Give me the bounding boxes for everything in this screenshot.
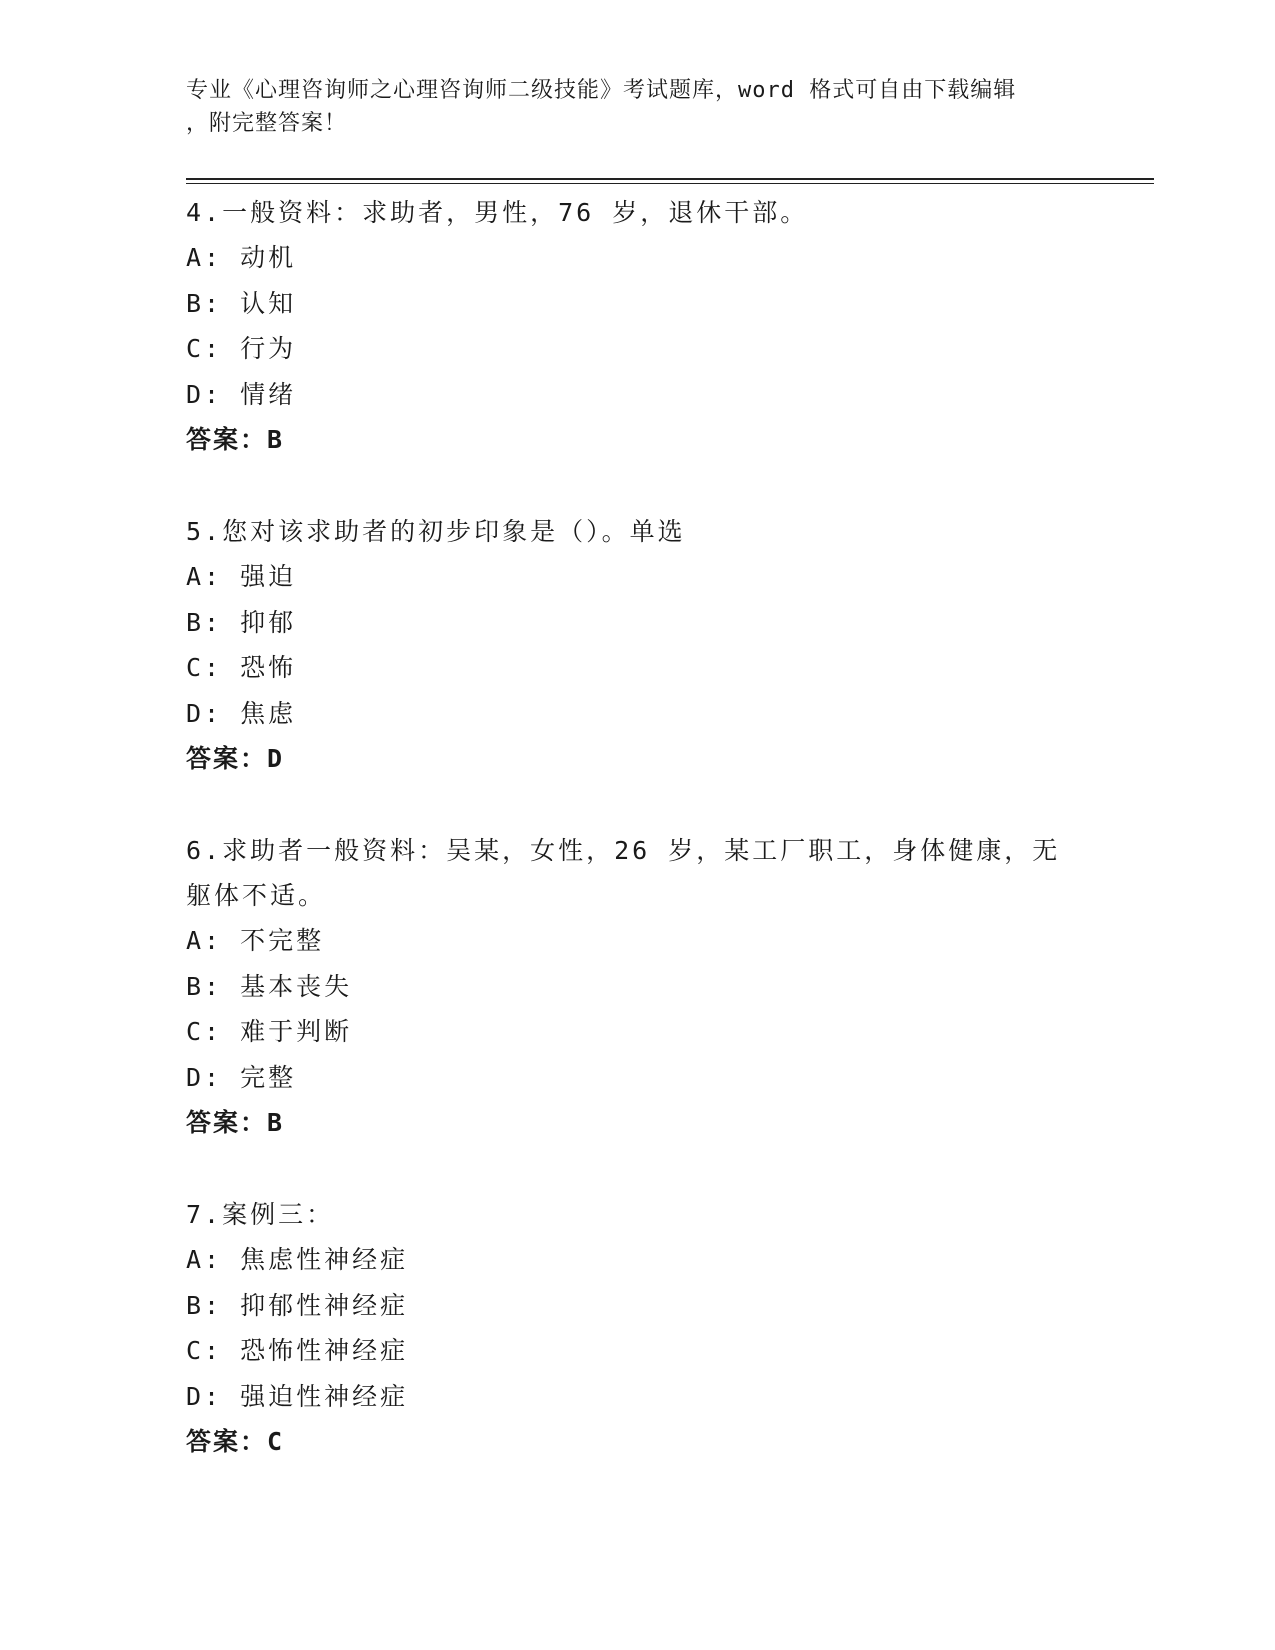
header-line-1: 专业《心理咨询师之心理咨询师二级技能》考试题库，word 格式可自由下载编辑: [186, 78, 1017, 103]
option-b: B: 基本丧失: [186, 971, 353, 1001]
option-a: A: 不完整: [186, 926, 325, 955]
option-c: C: 行为: [186, 334, 297, 363]
question-title: 4.一般资料：求助者，男性，76 岁，退休干部。: [186, 198, 809, 227]
option-b: B: 抑郁性神经症: [186, 1290, 409, 1320]
document-header: [186, 74, 1086, 140]
question-title: 5.您对该求助者的初步印象是（）。单选: [186, 517, 686, 546]
option-d: D: 强迫性神经症: [186, 1381, 409, 1411]
answer-label: 答案：D: [186, 744, 285, 773]
option-d: D: 情绪: [186, 379, 297, 409]
question-7: [186, 1192, 1086, 1464]
option-a: A: 强迫: [186, 562, 297, 591]
option-b: B: 抑郁: [186, 607, 297, 637]
option-d: D: 完整: [186, 1062, 297, 1092]
question-title: 7.案例三：: [186, 1200, 335, 1229]
question-list: [186, 190, 1086, 1511]
header-divider-thin: [186, 183, 1154, 184]
header-line-2: ，附完整答案！: [186, 111, 348, 136]
answer-label: 答案：B: [186, 425, 285, 454]
answer-label: 答案：B: [186, 1108, 285, 1137]
question-5: [186, 509, 1086, 781]
option-d: D: 焦虑: [186, 698, 297, 728]
question-6: [186, 828, 1086, 1145]
question-title: 6.求助者一般资料：吴某，女性，26 岁，某工厂职工，身体健康，无躯体不适。: [186, 836, 1061, 910]
option-a: A: 焦虑性神经症: [186, 1245, 409, 1274]
answer-label: 答案：C: [186, 1427, 285, 1456]
option-c: C: 难于判断: [186, 1017, 353, 1046]
option-a: A: 动机: [186, 243, 297, 272]
option-c: C: 恐怖性神经症: [186, 1336, 409, 1365]
header-divider-thick: [186, 178, 1154, 180]
option-b: B: 认知: [186, 288, 297, 318]
question-4: [186, 190, 1086, 462]
option-c: C: 恐怖: [186, 653, 297, 682]
